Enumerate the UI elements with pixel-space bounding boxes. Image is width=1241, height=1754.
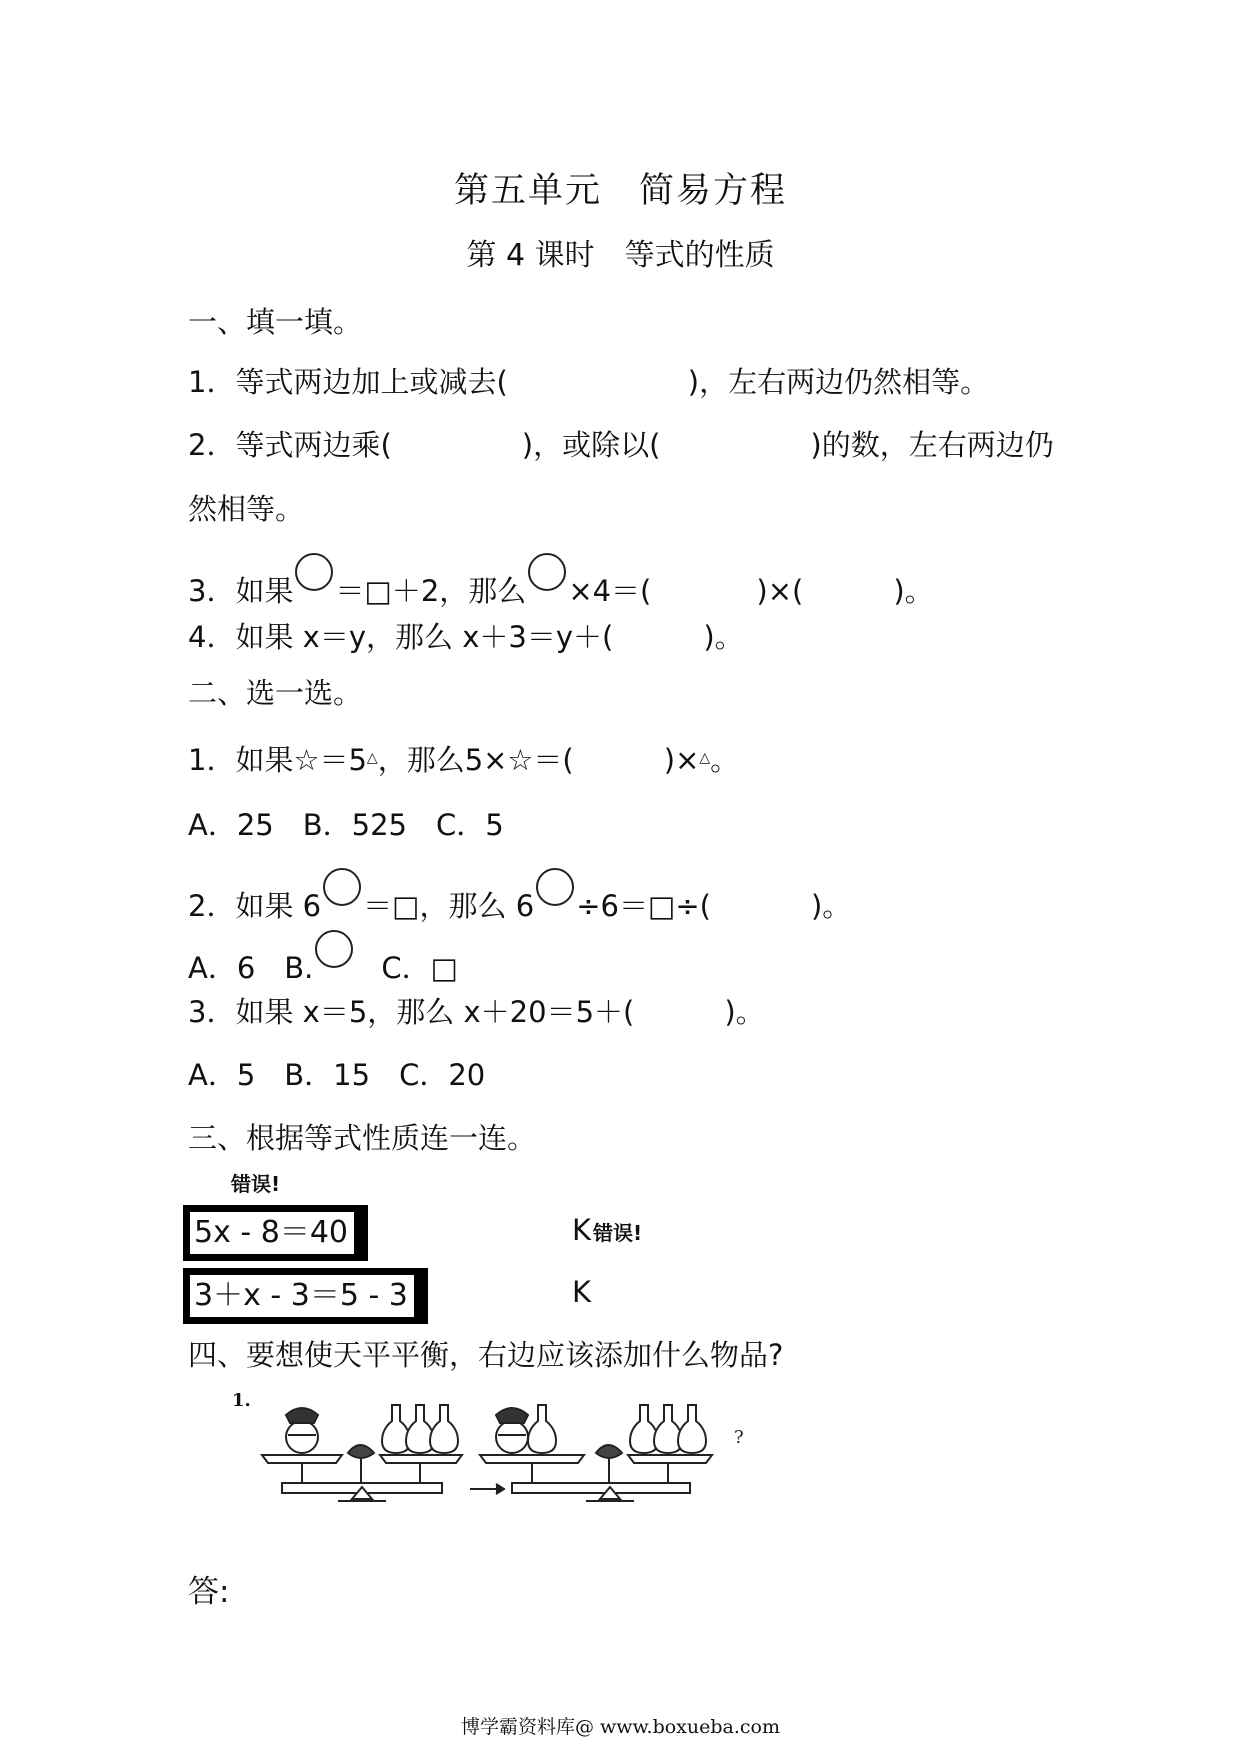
match-target-k: K — [572, 1213, 592, 1247]
page-title: 第五单元 简易方程 — [453, 171, 787, 211]
bottle-icon — [382, 1405, 458, 1453]
section3-heading: 三、根据等式性质连一连。 — [188, 1121, 537, 1155]
s2-question-2 — [188, 868, 851, 926]
answer-label: 答: — [188, 1574, 230, 1610]
s2-q2-part-c: ÷6＝□÷( — [576, 889, 711, 923]
error-label-right: 错误! — [593, 1221, 643, 1245]
s1-q3-part-c: ×4＝( — [568, 574, 652, 608]
s1-question-2 — [188, 425, 1054, 465]
s2-q2-options[interactable] — [188, 930, 458, 988]
section4-heading: 四、要想使天平平衡，右边应该添加什么物品? — [188, 1338, 784, 1372]
s1-q2-continuation: 然相等。 — [188, 492, 305, 526]
s1-q2-part-a: 2．等式两边乘( — [188, 428, 392, 462]
arrow-right-icon — [470, 1484, 504, 1494]
s2-question-1 — [188, 738, 739, 780]
s2-q1-options[interactable]: A．25 B．525 C．5 — [188, 808, 504, 842]
s1-q3-part-d: )×( — [756, 574, 804, 608]
s1-q3-part-e: )。 — [893, 574, 934, 608]
equation-box-2[interactable]: 3＋x - 3＝5 - 3 — [183, 1268, 421, 1324]
triangle-icon: △ — [366, 750, 378, 766]
match-target-2[interactable]: K — [572, 1275, 592, 1309]
s1-q2-part-c: )的数，左右两边仍 — [810, 428, 1054, 462]
item-number: 1. — [232, 1390, 251, 1411]
s1-q3-part-a: 3．如果 — [188, 574, 294, 608]
circle-icon — [528, 553, 566, 591]
section1-heading: 一、填一填。 — [188, 305, 363, 339]
s1-question-1 — [188, 362, 989, 402]
circle-icon — [295, 553, 333, 591]
s2-q2-part-b: ＝□，那么 6 — [363, 889, 535, 923]
lesson-subtitle: 第 4 课时 等式的性质 — [466, 238, 775, 273]
bottle-icon — [528, 1405, 556, 1453]
s2-q1-part-b: ，那么5×☆＝( — [377, 743, 574, 777]
s2-q1-part-a: 1．如果☆＝5 — [188, 743, 367, 777]
question-mark-label: ? — [734, 1427, 744, 1448]
s1-question-3 — [188, 553, 934, 611]
s2-q2-option-c: C．□ — [381, 951, 459, 985]
triangle-icon: △ — [699, 750, 711, 766]
circle-icon — [323, 868, 361, 906]
s2-q3-options[interactable]: A．5 B．15 C．20 — [188, 1058, 486, 1092]
balance-scale-left — [262, 1405, 462, 1501]
s1-q4-part-b: )。 — [703, 620, 744, 654]
s2-q2-part-d: )。 — [810, 889, 852, 923]
equation-box-1[interactable]: 5x - 8＝40 — [183, 1205, 361, 1261]
s2-q3-part-a: 3．如果 x＝5，那么 x＋20＝5＋( — [188, 995, 635, 1029]
s2-q3-part-b: )。 — [724, 995, 765, 1029]
s1-q1-prefix: 1．等式两边加上或减去( — [188, 365, 508, 399]
match-target-1[interactable] — [572, 1213, 642, 1247]
s1-q3-part-b: ＝□＋2，那么 — [335, 574, 527, 608]
s2-q1-part-d: 。 — [710, 743, 740, 777]
error-label-top: 错误! — [231, 1172, 281, 1196]
section2-heading: 二、选一选。 — [188, 676, 363, 710]
s2-q1-part-c: )× — [663, 743, 700, 777]
jar-icon — [286, 1408, 318, 1453]
s2-q2-part-a: 2．如果 6 — [188, 889, 322, 923]
s1-q4-part-a: 4．如果 x＝y，那么 x＋3＝y＋( — [188, 620, 614, 654]
jar-icon — [496, 1408, 528, 1453]
s1-q2-part-b: )，或除以( — [521, 428, 661, 462]
balance-scale-right — [480, 1405, 712, 1501]
s1-q1-suffix: )，左右两边仍然相等。 — [687, 365, 990, 399]
s2-question-3 — [188, 992, 765, 1032]
s1-question-4 — [188, 617, 744, 657]
circle-icon — [315, 930, 353, 968]
bottle-icon — [630, 1405, 706, 1453]
footer-watermark: 博学霸资料库@ www.boxueba.com — [460, 1716, 781, 1738]
circle-icon — [536, 868, 574, 906]
balance-scale-illustration — [260, 1395, 760, 1520]
s2-q2-option-a-b: A．6 B. — [188, 951, 314, 985]
